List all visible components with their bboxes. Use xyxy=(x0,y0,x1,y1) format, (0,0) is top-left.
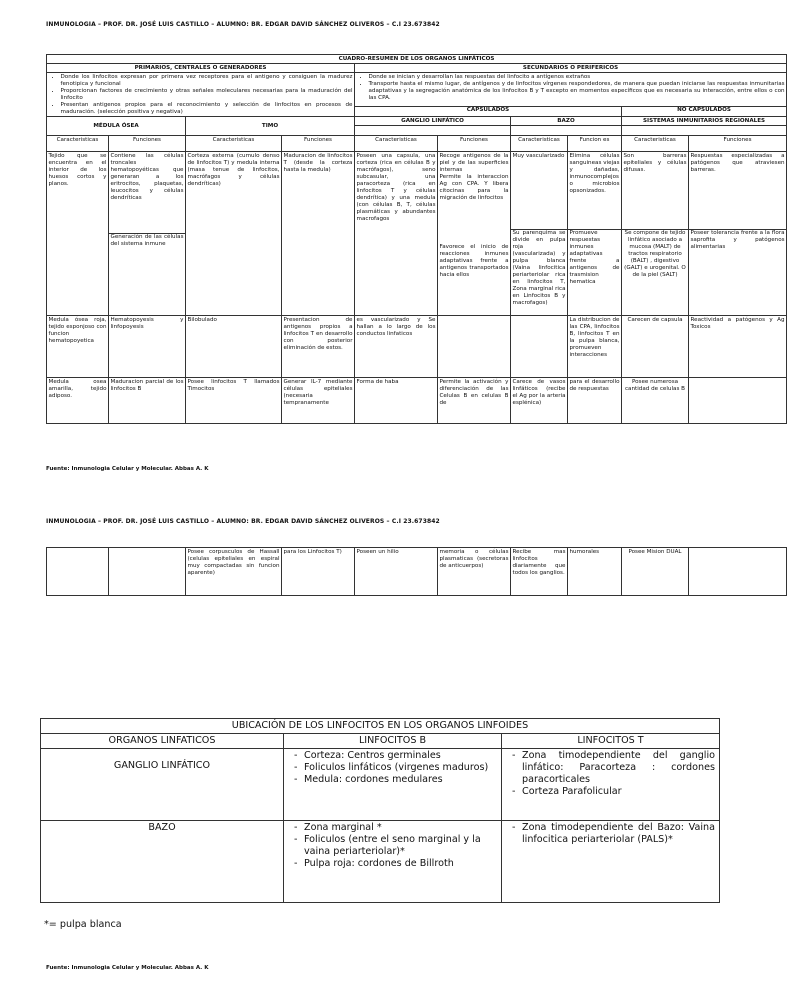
column-header: Funciones xyxy=(438,136,511,152)
column-header: Caracteristicas xyxy=(355,136,438,152)
lymph-node-function xyxy=(438,152,511,316)
lymph-node-characteristic: es vascularizado y Se hallan a lo largo de los conductos linfaticos xyxy=(355,316,438,378)
regional-function xyxy=(689,378,787,424)
lymph-node-function-a: Recoge antigenos de la piel y de las superficies internas xyxy=(439,152,509,173)
organ-name: BAZO xyxy=(41,821,284,903)
bone-marrow-function-b: Generación de las células del sistema inmune xyxy=(110,233,184,247)
secondary-bullet: • Transporte hasta el mismo lugar, de antígenos y de linfocitos vírgenes respondedores, de manera que puedan iniciarse las respuestas inmunitarias adaptativas y la segregación anatómica de los linfocitos B y T excepto en momentos específicos que es necesaria su interacción, entre ellos o con las CPA. xyxy=(369,81,785,102)
regional-function xyxy=(689,548,787,596)
column-header: Caracteristicas xyxy=(622,136,689,152)
regional-characteristic xyxy=(622,152,689,316)
lymph-node-characteristic: Forma de haba xyxy=(355,378,438,424)
page-header: INMUNOLOGIA – PROF. DR. JOSÉ LUIS CASTILLO – ALUMNO: BR. EDGAR DAVID SÁNCHEZ OLIVEROS – C.I 23.673842 xyxy=(46,21,440,28)
spleen-function-a: Elimina células sanguineas viejas y dañadas, inmunocomplejos o microbios opsonizados. xyxy=(569,152,620,194)
thymus-characteristic: Posee linfocitos T llamados Timocitos xyxy=(186,378,282,424)
spleen-characteristic xyxy=(511,316,568,378)
bone-marrow-function xyxy=(109,152,186,316)
lymph-node-function: memoria o células plasmaticas (secretoras de anticuerpos) xyxy=(438,548,511,596)
spleen-function: humorales xyxy=(568,548,622,596)
regional-characteristic: Carecen de capsula xyxy=(622,316,689,378)
spleen-characteristic-a: Muy vascularizado xyxy=(512,152,565,159)
secondary-organs-heading: SECUNDARIOS O PERIFERICOS xyxy=(355,64,787,73)
lymphocyte-t-locations xyxy=(502,821,720,903)
regional-characteristic: Posee numerosa cantidad de celulas B xyxy=(622,378,689,424)
primary-organs-heading: PRIMARIOS, CENTRALES O GENERADORES xyxy=(47,64,355,73)
list-item: - Medula: cordones medulares xyxy=(304,774,497,786)
lymphoid-organs-summary-table xyxy=(46,54,787,424)
lymph-node-function xyxy=(438,316,511,378)
regional-function: Reactividad a patógenos y Ag Toxicos xyxy=(689,316,787,378)
primary-bullet: • Donde los linfocitos expresan por primera vez receptores para el antigeno y consiguen la madurez fenotipica y funcional xyxy=(61,74,353,88)
primary-bullet: • Presentan antigenos propios para el reconocimiento y selección de linfocitos en procesos de maduración. (selección positiva y negativa) xyxy=(61,102,353,116)
bone-marrow-function xyxy=(109,548,186,596)
bone-marrow-function: Hematopoyesis y linfopoyesis xyxy=(109,316,186,378)
lymph-node-characteristic: Poseen un hilio xyxy=(355,548,438,596)
page-header: INMUNOLOGIA – PROF. DR. JOSÉ LUIS CASTILLO – ALUMNO: BR. EDGAR DAVID SÁNCHEZ OLIVEROS – C.I 23.673842 xyxy=(46,518,440,525)
spleen-characteristic: Carece de vasos linfáticos (recibe el Ag por la arteria esplénica) xyxy=(511,378,568,424)
lymph-node-function: Permite la activación y diferenciación de las Celulas B en celulas B de xyxy=(438,378,511,424)
bone-marrow-characteristic xyxy=(47,548,109,596)
column-header: Funciones xyxy=(282,136,355,152)
column-header: LINFOCITOS T xyxy=(502,734,720,749)
location-table-title: UBICACIÓN DE LOS LINFOCITOS EN LOS ORGANOS LINFOIDES xyxy=(41,719,720,734)
primary-organs-description xyxy=(47,73,355,117)
bone-marrow-heading: MÉDULA ÓSEA xyxy=(47,117,186,136)
column-header: Funciones xyxy=(689,136,787,152)
column-header: Caracteristicas xyxy=(511,136,568,152)
organ-name: GANGLIO LINFÁTICO xyxy=(41,749,284,821)
regional-characteristic-b: Se compone de tejido linfático asociado a mucosa (MALT) de tractos respiratorio (BALT) , digestivo (GALT) e urogenital. O de la piel (SALT) xyxy=(622,229,688,279)
source-citation: Fuente: Inmunologia Celular y Molecular. Abbas A. K xyxy=(46,965,209,971)
bone-marrow-characteristic: Medula osea amarilla, tejido adiposo. xyxy=(47,378,109,424)
footnote: *= pulpa blanca xyxy=(44,919,122,930)
regional-function-b: Poseer tolerancia frente a la flora saprofita y patógenos alimentarias xyxy=(690,229,785,250)
bone-marrow-characteristic: Medula ósea roja, tejido esponjoso con funcion hematopoyetica xyxy=(47,316,109,378)
spleen-heading: BAZO xyxy=(511,117,622,126)
secondary-bullet: • Donde se inician y desarrollan las respuestas del linfocito a antígenos extraños xyxy=(369,74,785,81)
spleen-characteristic xyxy=(511,152,568,316)
list-item: - Corteza: Centros germinales xyxy=(304,750,497,762)
lymph-node-characteristic: Poseen una capsula, una corteza (rica en células B y macrófagos), seno subcasular, una paracorteza (rica en linfocitos T y células dendrítica) y una medula (con células B, T, células plasmáticas y abundantes macrofagos xyxy=(355,152,438,316)
spleen-function-b: Promueve respuestas inmunes adaptativas frente a antigenos de trasmision hematica xyxy=(569,229,620,285)
thymus-heading: TIMO xyxy=(186,117,355,136)
spleen-function xyxy=(568,152,622,316)
lymphocyte-b-locations xyxy=(284,821,502,903)
list-item: - Zona timodependiente del ganglio linfático: Paracorteza : cordones paracorticales xyxy=(522,750,715,786)
non-encapsulated-heading: NO CAPSULADOS xyxy=(622,106,787,116)
lymph-node-function-b: Permite la interaccion Ag con CPA. Y libera citocinas para la migración de linfocitos xyxy=(439,173,509,201)
thymus-function: Generar IL-7 mediante células epiteliales (necesaria tempranamente xyxy=(282,378,355,424)
list-item: - Zona marginal * xyxy=(304,822,497,834)
lymphocyte-t-locations xyxy=(502,749,720,821)
table-title: CUADRO-RESUMEN DE LOS ORGANOS LINFÁTICOS xyxy=(47,55,787,64)
spleen-function: para el desarrollo de respuestas xyxy=(568,378,622,424)
bone-marrow-function: Maduracion parcial de los linfocitos B xyxy=(109,378,186,424)
thymus-function: Presentacion de antigenos propios a linfocitos T en desarrollo con posterior eliminación de estos. xyxy=(282,316,355,378)
lymphocyte-location-table xyxy=(40,718,720,903)
encapsulated-heading: CAPSULADOS xyxy=(355,106,622,116)
thymus-function: Maduracion de linfocitos T (desde la corteza hasta la medula) xyxy=(282,152,355,316)
column-header: Funcion es xyxy=(568,136,622,152)
lymph-node-function-c: Favorece el inicio de reacciones inmunes adaptativas frente a antigenos transportados hacia ellos xyxy=(439,243,509,278)
regional-function xyxy=(689,152,787,316)
thymus-characteristic: Posee corpusculos de Hassall (celulas epiteliales en espiral muy compactadas sin funcion aparente) xyxy=(186,548,282,596)
list-item: - Zona timodependiente del Bazo: Vaina linfocitica periarteriolar (PALS)* xyxy=(522,822,715,846)
spleen-characteristic: Recibe mas linfocitos diariamente que todos los ganglios. xyxy=(511,548,568,596)
source-citation: Fuente: Inmunologia Celular y Molecular. Abbas A. K xyxy=(46,466,209,472)
regional-systems-heading: SISTEMAS INMUNITARIOS REGIONALES xyxy=(622,117,787,126)
thymus-characteristic: Bilobulado xyxy=(186,316,282,378)
list-item: - Foliculos (entre el seno marginal y la vaina periarteriolar)* xyxy=(304,834,497,858)
lymphocyte-b-locations xyxy=(284,749,502,821)
column-header: Funciones xyxy=(109,136,186,152)
regional-characteristic-a: Son barreras epiteliales y células difusas. xyxy=(623,152,687,173)
secondary-organs-description xyxy=(355,73,787,107)
bone-marrow-characteristic: Tejido que se encuentra en el interior de los huesos cortos y planos. xyxy=(47,152,109,316)
lymph-node-heading: GANGLIO LINFÁTICO xyxy=(355,117,511,126)
list-item: - Foliculos linfáticos (virgenes maduros) xyxy=(304,762,497,774)
thymus-characteristic: Corteza externa (cumulo denso de linfocitos T) y medula interna (masa tenue de linfocitos, macrófagos y células dendríticas) xyxy=(186,152,282,316)
list-item: - Corteza Parafolicular xyxy=(522,786,715,798)
list-item: - Pulpa roja: cordones de Billroth xyxy=(304,858,497,870)
column-header: ORGANOS LINFATICOS xyxy=(41,734,284,749)
thymus-function: para los Linfocitos T) xyxy=(282,548,355,596)
summary-table-continued xyxy=(46,547,787,596)
column-header: LINFOCITOS B xyxy=(284,734,502,749)
primary-bullet: • Proporcionan factores de crecimiento y otras señales moleculares necesarias para la maduración del linfocito xyxy=(61,88,353,102)
column-header: Caracteristicas xyxy=(186,136,282,152)
spleen-characteristic-b: Su parenquima se divide en pulpa roja (vascularizada) y pulpa blanca (Vaina linfocitica periarteriolar rica en linfocitos T, Zona marginal rica en Linfocitos B y macrofagos) xyxy=(512,229,566,306)
regional-function-a: Respuestas especializadas a patógenos que atraviesen barreras. xyxy=(690,152,785,173)
regional-characteristic: Posee Mision DUAL xyxy=(622,548,689,596)
spleen-function: La distribucion de las CPA, linfocitos B, linfocitos T en la pulpa blanca, promueven interacciones xyxy=(568,316,622,378)
bone-marrow-function-a: Contiene las células troncales hematopoyéticas que generaran a los eritrocitos, plaquetas, leucocitos y células dendríticas xyxy=(110,152,184,201)
column-header: Caracteristicas xyxy=(47,136,109,152)
